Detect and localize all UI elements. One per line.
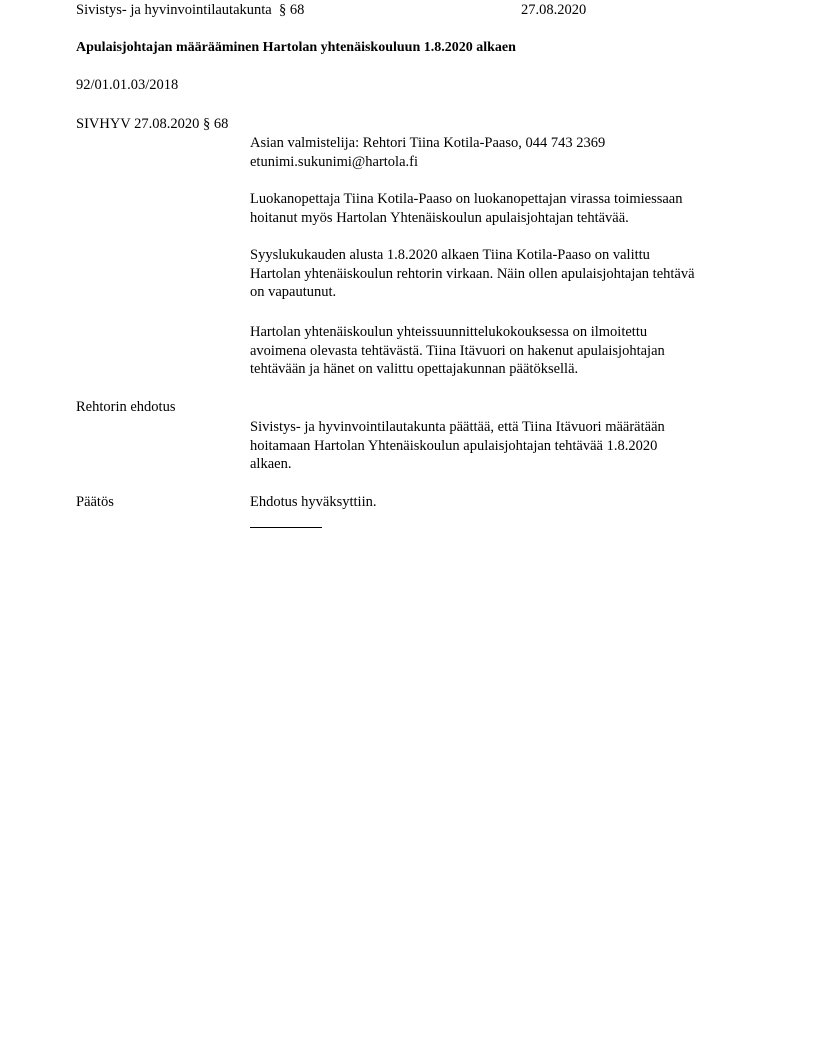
paragraph-line: Hartolan yhtenäiskoulun yhteissuunnittelukokouksessa on ilmoitettu	[250, 324, 648, 340]
proposal-line: alkaen.	[250, 456, 292, 472]
paragraph-line: avoimena olevasta tehtävästä. Tiina Itävuori on hakenut apulaisjohtajan	[250, 342, 665, 359]
header-date: 27.08.2020	[521, 2, 587, 18]
preparer-line: Asian valmistelija: Rehtori Tiina Kotila-Paaso, 044 743 2369	[250, 135, 606, 151]
paragraph-1	[250, 190, 750, 227]
paragraph-line: Syyslukukauden alusta 1.8.2020 alkaen Tiina Kotila-Paaso on valittu	[250, 247, 650, 263]
proposal-line: hoitamaan Hartolan Yhtenäiskoulun apulaisjohtajan tehtävää 1.8.2020	[250, 437, 658, 454]
header-committee: Sivistys- ja hyvinvointilautakunta § 68	[76, 2, 305, 18]
proposal-text	[250, 418, 750, 474]
header-section: § 68	[279, 2, 305, 18]
preparer-block	[250, 134, 750, 171]
document-title: Apulaisjohtajan määrääminen Hartolan yhtenäiskouluun 1.8.2020 alkaen	[76, 40, 516, 55]
record-number: 92/01.01.03/2018	[76, 77, 179, 93]
paragraph-line: tehtävään ja hänet on valittu opettajakunnan päätöksellä.	[250, 361, 579, 377]
decision-label: Päätös	[76, 494, 114, 510]
decision-text: Ehdotus hyväksyttiin.	[250, 494, 377, 510]
closing-rule	[250, 527, 322, 528]
paragraph-line: hoitanut myös Hartolan Yhtenäiskoulun apulaisjohtajan tehtävää.	[250, 209, 629, 226]
preparer-email: etunimi.sukunimi@hartola.fi	[250, 153, 418, 170]
paragraph-3	[250, 323, 750, 379]
paragraph-line: on vapautunut.	[250, 284, 337, 300]
meeting-reference: SIVHYV 27.08.2020 § 68	[76, 116, 229, 132]
proposal-label: Rehtorin ehdotus	[76, 399, 176, 415]
proposal-line: Sivistys- ja hyvinvointilautakunta päättää, että Tiina Itävuori määrätään	[250, 419, 665, 435]
paragraph-line: Hartolan yhtenäiskoulun rehtorin virkaan. Näin ollen apulaisjohtajan tehtävä	[250, 265, 695, 282]
paragraph-2	[250, 246, 750, 302]
paragraph-line: Luokanopettaja Tiina Kotila-Paaso on luokanopettajan virassa toimiessaan	[250, 191, 683, 207]
